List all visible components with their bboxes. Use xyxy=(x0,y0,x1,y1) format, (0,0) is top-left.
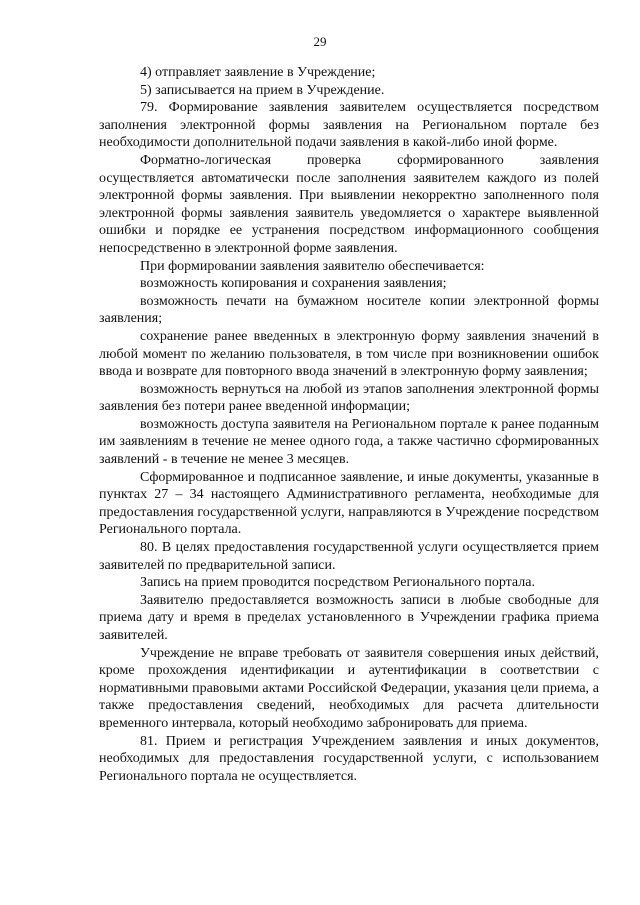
paragraph: Сформированное и подписанное заявление, и иные документы, указанные в пунктах 27 – 34 настоящего Административного регламента, необходимые для предоставления государственной услуги, направляются в Учреждение посредством Регионального портала. xyxy=(99,469,599,538)
paragraph: Учреждение не вправе требовать от заявителя совершения иных действий, кроме прохождения идентификации и аутентификации в соответствии с нормативными правовыми актами Российской Федерации, указания цели приема, а также предоставления сведений, необходимых для расчета длительности временного интервала, который необходимо забронировать для приема. xyxy=(99,645,599,731)
paragraph: возможность доступа заявителя на Региональном портале к ранее поданным им заявлениям в течение не менее одного года, а также частично сформированных заявлений - в течение не менее 3 месяцев. xyxy=(99,416,599,468)
paragraph: сохранение ранее введенных в электронную форму заявления значений в любой момент по желанию пользователя, в том числе при возникновении ошибок ввода и возврате для повторного ввода значений в электронную форму заявления; xyxy=(99,328,599,380)
paragraph: Запись на прием проводится посредством Регионального портала. xyxy=(140,575,535,591)
paragraph: Форматно-логическая проверка сформированного заявления осуществляется автоматически после заполнения заявителем каждого из полей электронной формы заявления. При выявлении некорректно заполненного поля электронной формы заявления заявитель уведомляется о характере выявленной ошибки и порядке ее устранения посредством информационного сообщения непосредственно в электронной форме заявления. xyxy=(99,152,599,256)
page-number: 29 xyxy=(313,34,327,49)
paragraph: 81. Прием и регистрация Учреждением заявления и иных документов, необходимых для предоставления государственной услуги, с использованием Регионального портала не осуществляется. xyxy=(99,733,599,784)
paragraph: При формировании заявления заявителю обеспечивается: xyxy=(140,258,485,274)
paragraph: возможность вернуться на любой из этапов заполнения электронной формы заявления без потери ранее введенной информации; xyxy=(99,381,599,415)
paragraph: возможность печати на бумажном носителе копии электронной формы заявления; xyxy=(99,293,599,327)
paragraph: 4) отправляет заявление в Учреждение; xyxy=(140,65,376,80)
paragraph: 80. В целях предоставления государственной услуги осуществляется прием заявителей по предварительной записи. xyxy=(99,540,599,573)
paragraph: 79. Формирование заявления заявителем осуществляется посредством заполнения электронной формы заявления на Региональном портале без необходимости дополнительной подачи заявления в какой-либо иной форме. xyxy=(99,100,599,151)
body-text xyxy=(99,64,599,785)
paragraph: Заявителю предоставляется возможность записи в любые свободные для приема дату и время в пределах установленного в Учреждении графика приема заявителей. xyxy=(99,592,599,643)
paragraph: 5) записывается на прием в Учреждение. xyxy=(140,82,385,98)
paragraph: возможность копирования и сохранения заявления; xyxy=(140,276,447,292)
